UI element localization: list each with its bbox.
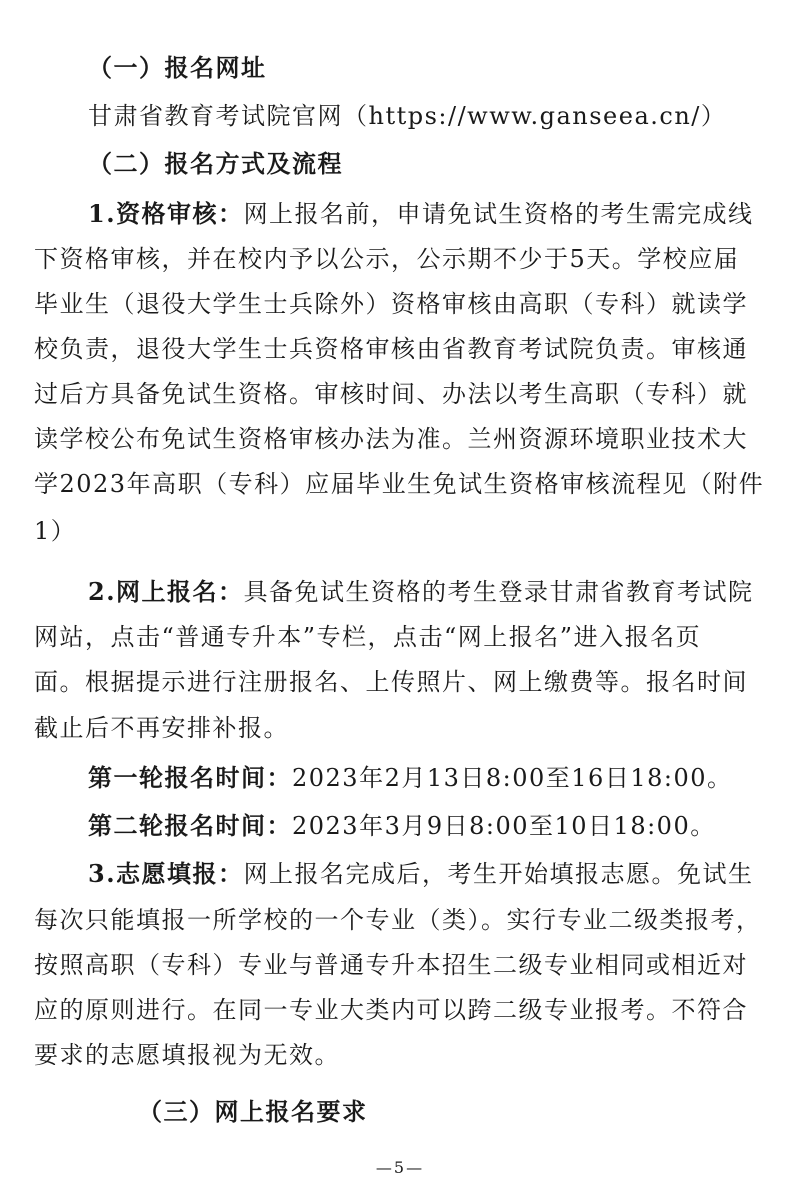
item3-first-line [88,856,754,892]
item2-text: 具备免试生资格的考生登录甘肃省教育考试院 [243,578,754,606]
item2-label: 2.网上报名： [88,577,244,606]
round1-line [88,760,732,796]
item1-line: 读学校公布免试生资格审核办法为准。兰州资源环境职业技术大 [34,425,748,453]
item3-line: 要求的志愿填报视为无效。 [34,1041,340,1069]
item1-first-line [88,196,754,232]
item3-line: 应的原则进行。在同一专业大类内可以跨二级专业报考。不符合 [34,996,748,1024]
item1-line: 过后方具备免试生资格。审核时间、办法以考生高职（专科）就 [34,380,748,408]
item2-line: 网站，点击“普通专升本”专栏，点击“网上报名”进入报名页 [34,623,702,651]
item2-line: 面。根据提示进行注册报名、上传照片、网上缴费等。报名时间 [34,668,748,696]
item1-line: 学2023年高职（专科）应届毕业生免试生资格审核流程见（附件 [34,470,765,498]
round1-label: 第一轮报名时间： [88,763,292,792]
item1-label: 1.资格审核： [88,199,244,228]
section1-heading: （一）报名网址 [88,53,267,82]
item1-line: 校负责，退役大学生士兵资格审核由省教育考试院负责。审核通 [34,335,748,363]
section3-heading: （三）网上报名要求 [138,1097,368,1126]
item1-line: 下资格审核，并在校内予以公示，公示期不少于5天。学校应届 [34,245,740,273]
item3-line: 按照高职（专科）专业与普通专升本招生二级专业相同或相近对 [34,951,748,979]
item3-label: 3.志愿填报： [88,859,244,888]
item2-line: 截止后不再安排补报。 [34,714,289,742]
section2-heading: （二）报名方式及流程 [88,149,343,178]
item2-first-line [88,574,754,610]
item3-line: 每次只能填报一所学校的一个专业（类）。实行专业二级类报考， [34,906,762,934]
item3-text: 网上报名完成后，考生开始填报志愿。免试生 [243,860,754,888]
item1-line: 1） [34,517,77,545]
page-number: —5— [375,1158,425,1177]
item1-text: 网上报名前，申请免试生资格的考生需完成线 [243,200,754,228]
round2-time: 2023年3月9日8:00至10日18:00。 [292,812,716,840]
round1-time: 2023年2月13日8:00至16日18:00。 [292,764,733,792]
website-line: 甘肃省教育考试院官网（https://www.ganseea.cn/） [88,102,727,130]
round2-line [88,808,716,844]
item1-line: 毕业生（退役大学生士兵除外）资格审核由高职（专科）就读学 [34,290,748,318]
round2-label: 第二轮报名时间： [88,811,292,840]
